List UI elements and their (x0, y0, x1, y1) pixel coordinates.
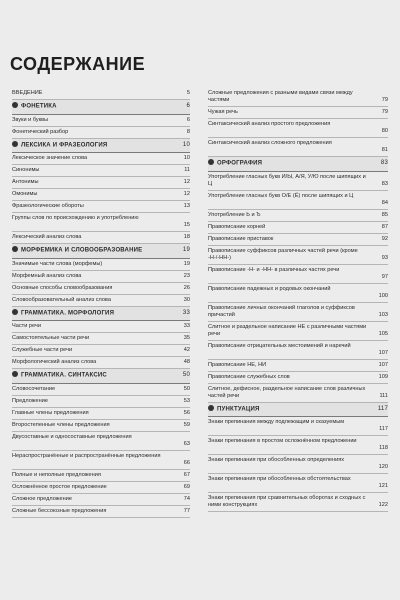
toc-entry-title: Фонетический разбор (12, 128, 69, 135)
toc-entry-title: ВВЕДЕНИЕ (12, 90, 43, 96)
toc-entry[interactable] (208, 417, 388, 436)
toc-page-number: 5 (186, 90, 190, 96)
toc-page-number: 48 (183, 359, 190, 365)
toc-entry[interactable] (12, 408, 190, 420)
toc-entry-title: Словообразовательный анализ слова (12, 296, 111, 303)
toc-entry-title: Синтаксический анализ простого предложения (208, 121, 331, 127)
toc-entry-title: Второстепенные члены предложения (12, 421, 110, 428)
toc-page-number: 18 (183, 234, 190, 240)
toc-page-number: 63 (183, 440, 190, 447)
toc-entry[interactable] (208, 119, 388, 138)
toc-right-column (208, 88, 388, 512)
toc-entry-title: Знаки препинания при обособленных определениях (208, 457, 345, 463)
toc-section-heading[interactable] (12, 139, 190, 154)
toc-entry-title: Знаки препинания при сравнительных оборотах и сходных с ними конструкциях (208, 495, 366, 508)
toc-page-number: 33 (183, 323, 190, 329)
toc-page-number: 92 (381, 235, 388, 242)
toc-entry-title: ГРАММАТИКА. МОРФОЛОГИЯ (21, 310, 115, 316)
section-bullet-icon (12, 102, 18, 108)
toc-page-number: 80 (381, 128, 388, 134)
toc-page-number: 100 (378, 292, 388, 299)
toc-entry[interactable] (208, 210, 388, 222)
toc-entry[interactable] (208, 265, 388, 284)
toc-page-number: 69 (183, 483, 190, 490)
toc-entry-title: Полные и неполные предложения (12, 471, 101, 478)
toc-entry-title: Морфологический анализ слова (12, 359, 97, 365)
toc-entry-title: Употребление гласных букв И/Ы, А/Я, У/Ю после шипящих и Ц (208, 173, 366, 187)
toc-page-number: 85 (381, 211, 388, 218)
toc-entry[interactable] (12, 333, 190, 345)
toc-entry-title: МОРФЕМИКА И СЛОВООБРАЗОВАНИЕ (21, 247, 143, 254)
toc-page-number: 105 (378, 330, 388, 337)
toc-page-number: 93 (381, 254, 388, 261)
toc-entry-title: Правописание падежных и родовых окончаний (208, 285, 331, 292)
toc-entry[interactable] (208, 107, 388, 119)
toc-entry[interactable] (208, 455, 388, 474)
toc-entry[interactable] (12, 232, 190, 244)
section-bullet-icon (12, 246, 18, 252)
toc-page-number: 120 (378, 464, 388, 470)
toc-entry[interactable] (208, 493, 388, 512)
toc-entry-title: Сложные предложения с разными видами связи между частями (208, 90, 353, 103)
toc-entry-title: ПУНКТУАЦИЯ (217, 406, 260, 412)
toc-entry[interactable] (208, 436, 388, 455)
toc-section-heading[interactable] (12, 100, 190, 115)
toc-entry[interactable] (12, 115, 190, 127)
toc-entry-title: ОРФОГРАФИЯ (217, 160, 263, 167)
toc-entry[interactable] (12, 420, 190, 432)
toc-entry[interactable] (208, 384, 388, 403)
toc-entry[interactable] (12, 482, 190, 494)
toc-entry-title: Части речи (12, 323, 41, 329)
toc-page-number: 84 (381, 199, 388, 206)
toc-entry-title: Синтаксический анализ сложного предложения (208, 140, 332, 146)
toc-entry-title: Значимые части слова (морфемы) (12, 260, 103, 267)
section-bullet-icon (208, 159, 214, 165)
toc-entry-title: Слитное и раздельное написание НЕ с различными частями речи (208, 323, 367, 337)
toc-entry[interactable] (12, 189, 190, 201)
toc-page-number: 109 (378, 373, 388, 380)
toc-entry[interactable] (12, 153, 190, 165)
toc-page-number: 6 (186, 116, 190, 123)
toc-entry-title: Сложные бессоюзные предложения (12, 507, 107, 514)
toc-entry[interactable] (208, 88, 388, 107)
toc-entry-title: Словосочетание (12, 385, 56, 392)
toc-page-number: 26 (183, 284, 190, 291)
toc-page-number: 56 (183, 409, 190, 416)
toc-section-heading[interactable] (208, 403, 388, 418)
toc-entry-title: ФОНЕТИКА (21, 103, 57, 110)
toc-page-number: 6 (186, 103, 190, 109)
toc-entry[interactable] (208, 372, 388, 384)
toc-entry-title: Правописание приставок (208, 235, 274, 242)
toc-entry-title: Знаки препинания между подлежащим и сказуемым (208, 419, 345, 425)
toc-entry-title: Правописание отрицательных местоимений и наречий (208, 342, 351, 349)
page-title: СОДЕРЖАНИЕ (10, 54, 146, 74)
toc-page-number: 122 (378, 502, 388, 508)
toc-entry[interactable] (12, 321, 190, 333)
toc-page-number: 35 (183, 335, 190, 341)
toc-left-column (12, 88, 190, 518)
toc-section-heading[interactable] (12, 244, 190, 259)
toc-entry[interactable] (208, 246, 388, 265)
toc-page-number: 97 (381, 273, 388, 280)
toc-entry[interactable] (12, 213, 190, 232)
toc-entry[interactable] (12, 283, 190, 295)
toc-entry[interactable] (12, 470, 190, 482)
toc-entry[interactable] (12, 494, 190, 506)
toc-page-number: 77 (183, 507, 190, 514)
toc-entry-title: Правописание служебных слов (208, 373, 290, 380)
toc-entry-title: Знаки препинания при обособленных обстоятельствах (208, 476, 351, 482)
toc-entry-title: Морфемный анализ слова (12, 272, 82, 279)
toc-entry-title: Лексическое значение слова (12, 155, 88, 161)
toc-entry[interactable] (12, 451, 190, 470)
toc-entry[interactable] (208, 222, 388, 234)
toc-entry[interactable] (12, 127, 190, 139)
section-bullet-icon (208, 405, 214, 411)
toc-entry[interactable] (12, 384, 190, 396)
toc-entry[interactable] (208, 138, 388, 157)
toc-entry-title: Употребление Ь и Ъ (208, 211, 261, 218)
toc-page-number: 111 (379, 392, 388, 399)
toc-entry[interactable] (208, 234, 388, 246)
toc-entry-title: Омонимы (12, 191, 38, 197)
toc-entry-title: Лексический анализ слова (12, 234, 82, 240)
toc-entry-title: Фразеологические обороты (12, 203, 84, 209)
toc-page-number: 50 (182, 372, 190, 378)
toc-entry-title: Употребление гласных букв О/Е (Ё) после шипящих и Ц (208, 192, 354, 199)
section-bullet-icon (12, 371, 18, 377)
toc-entry-title: Слитное, дефисное, раздельное написание слов различных частей речи (208, 385, 366, 399)
toc-entry[interactable] (12, 295, 190, 307)
toc-entry-title: Самостоятельные части речи (12, 335, 90, 341)
toc-entry-title: Предложение (12, 397, 48, 404)
toc-page-number: 53 (183, 397, 190, 404)
toc-entry-title: Осложнённое простое предложение (12, 483, 107, 490)
toc-entry[interactable] (12, 259, 190, 271)
toc-page-number: 117 (377, 405, 388, 412)
toc-entry[interactable] (208, 322, 388, 341)
toc-entry-title: ЛЕКСИКА И ФРАЗЕОЛОГИЯ (21, 142, 108, 148)
toc-entry[interactable] (208, 474, 388, 493)
toc-page-number: 13 (183, 203, 190, 209)
toc-entry-title: Звуки и буквы (12, 116, 49, 123)
toc-entry-title: Правописание -Н- и -НН- в различных частях речи (208, 266, 340, 273)
toc-page-number: 118 (379, 445, 388, 451)
toc-entry-title: Основные способы словообразования (12, 284, 113, 291)
toc-page-number: 12 (183, 191, 190, 197)
toc-entry-title: Синонимы (12, 167, 40, 173)
toc-page-number: 11 (184, 167, 190, 173)
toc-entry[interactable] (12, 506, 190, 518)
toc-page-number: 121 (378, 483, 388, 489)
toc-page-number: 79 (381, 109, 388, 115)
toc-entry[interactable] (208, 341, 388, 360)
toc-page-number: 66 (183, 459, 190, 466)
toc-entry-title: Двусоставные и односоставные предложения (12, 433, 132, 440)
section-bullet-icon (12, 141, 18, 147)
toc-entry-title: Главные члены предложения (12, 409, 89, 416)
toc-entry[interactable] (12, 345, 190, 357)
toc-entry-title: Чужая речь (208, 109, 238, 115)
toc-page-number: 81 (381, 147, 388, 153)
toc-page-number: 19 (183, 260, 190, 267)
toc-entry[interactable] (208, 191, 388, 210)
toc-page-number: 19 (182, 247, 190, 253)
toc-entry[interactable] (208, 284, 388, 303)
toc-page-number: 117 (379, 426, 388, 432)
toc-page-number: 12 (183, 179, 190, 185)
toc-page-number: 33 (182, 309, 190, 316)
toc-entry-title: Правописание личных окончаний глаголов и суффиксов причастий (208, 304, 355, 318)
toc-entry[interactable] (12, 177, 190, 189)
toc-page-number: 8 (186, 128, 190, 135)
toc-entry-title: Антонимы (12, 179, 39, 185)
toc-page-number: 59 (183, 421, 190, 428)
toc-page-number: 42 (183, 347, 190, 353)
toc-page-number: 50 (183, 385, 190, 392)
toc-entry-title: ГРАММАТИКА. СИНТАКСИС (21, 372, 107, 379)
toc-entry[interactable] (12, 432, 190, 451)
toc-entry-title: Сложное предложение (12, 495, 72, 502)
toc-entry-title: Нераспространённые и распространённые предложения (12, 452, 161, 459)
toc-entry[interactable] (12, 88, 190, 100)
toc-page-number: 107 (378, 361, 388, 368)
toc-section-heading[interactable] (12, 369, 190, 384)
toc-entry-title: Правописание НЕ, НИ (208, 361, 267, 368)
toc-page-number: 83 (381, 180, 388, 187)
toc-entry[interactable] (208, 303, 388, 322)
toc-page-number: 67 (183, 471, 190, 478)
toc-entry-title: Правописание корней (208, 223, 266, 230)
toc-page-number: 10 (183, 155, 190, 161)
toc-entry[interactable] (208, 172, 388, 191)
toc-page-number: 30 (183, 296, 190, 303)
toc-entry-title: Служебные части речи (12, 347, 73, 353)
toc-entry[interactable] (12, 271, 190, 283)
toc-entry[interactable] (12, 165, 190, 177)
toc-entry-title: Знаки препинания в простом осложнённом предложении (208, 438, 357, 444)
section-bullet-icon (12, 309, 18, 315)
toc-page-number: 79 (381, 97, 388, 103)
toc-page-number: 83 (380, 160, 388, 166)
toc-page-number: 15 (183, 222, 190, 228)
toc-section-heading[interactable] (12, 307, 190, 322)
toc-page-number: 87 (381, 223, 388, 230)
toc-page-number: 103 (378, 311, 388, 318)
toc-entry[interactable] (208, 360, 388, 372)
toc-entry-title: Группы слов по происхождению и употреблению (12, 215, 139, 221)
toc-entry-title: Правописание суффиксов различных частей речи (кроме -Н-/-НН-) (208, 247, 358, 261)
toc-entry[interactable] (12, 201, 190, 213)
toc-page-number: 10 (182, 141, 190, 148)
toc-page-number: 74 (183, 495, 190, 502)
toc-page-number: 23 (183, 272, 190, 279)
toc-entry[interactable] (12, 396, 190, 408)
toc-section-heading[interactable] (208, 157, 388, 172)
toc-page-number: 107 (378, 349, 388, 356)
toc-entry[interactable] (12, 357, 190, 369)
